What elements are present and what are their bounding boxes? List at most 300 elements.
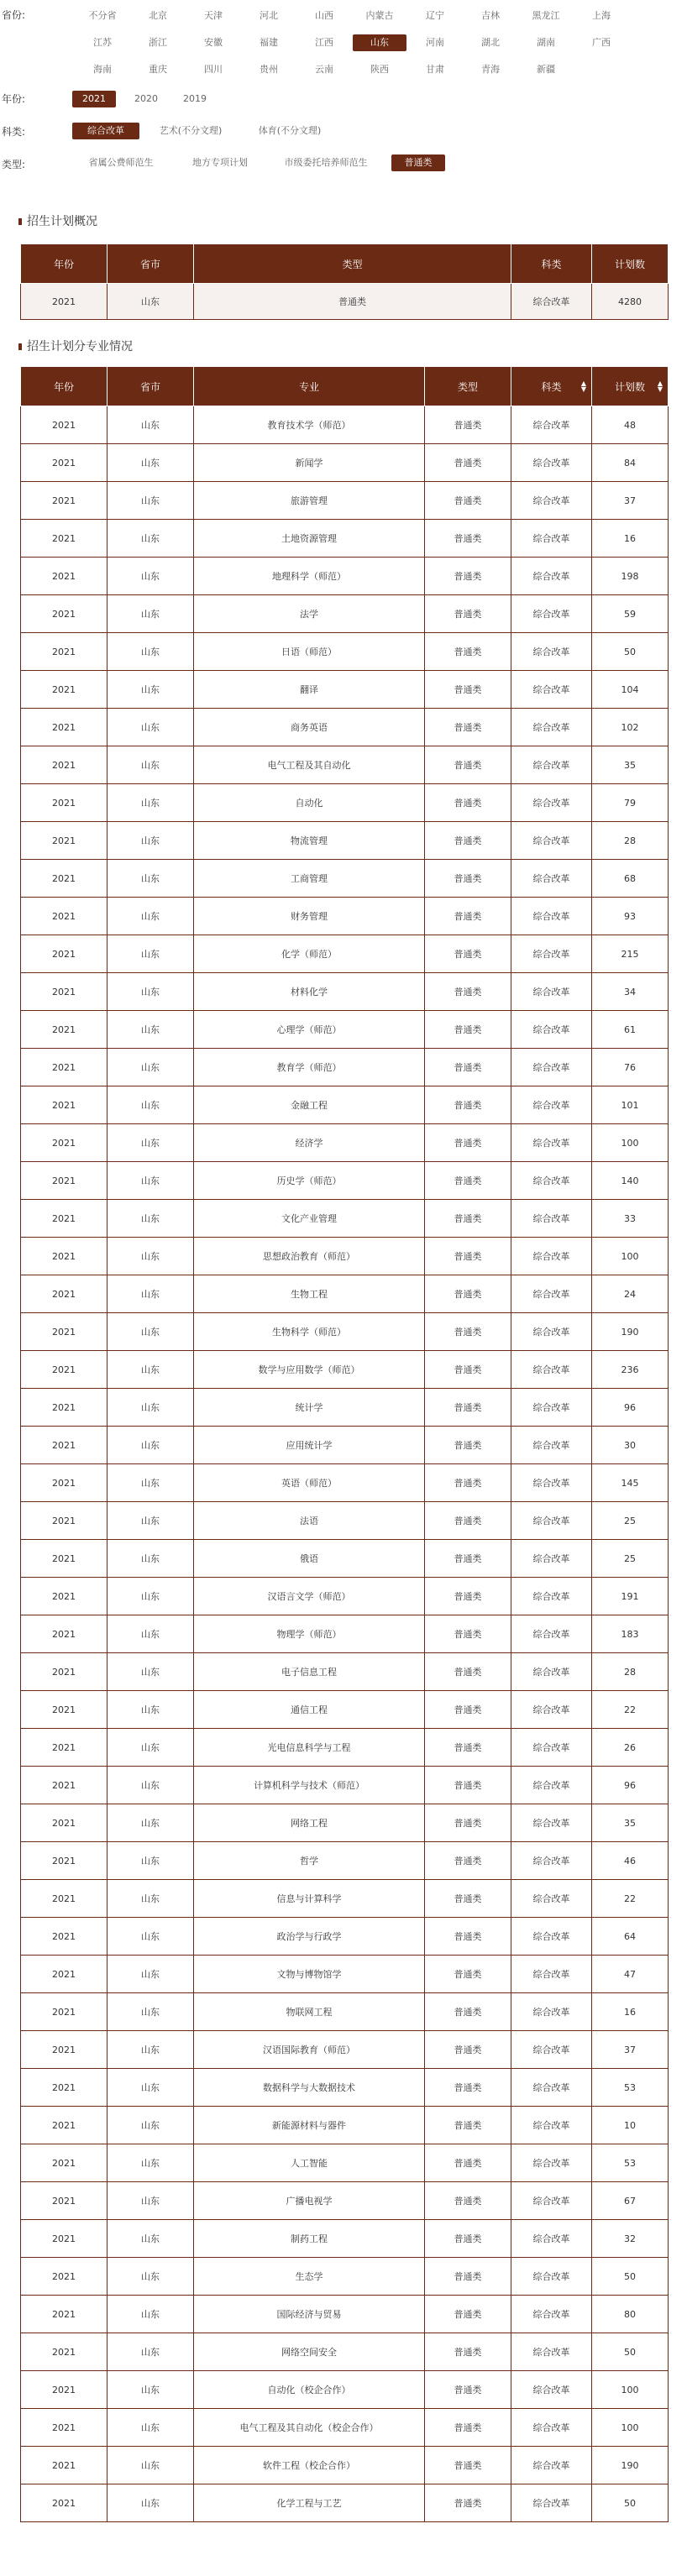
row-type: 普通类 [425, 1086, 511, 1124]
row-type: 普通类 [425, 1918, 511, 1956]
row-type: 普通类 [425, 1124, 511, 1162]
row-type: 普通类 [425, 1351, 511, 1389]
row-year: 2021 [21, 2371, 108, 2409]
row-province: 山东 [108, 2031, 194, 2069]
row-subject: 综合改革 [511, 1011, 592, 1049]
row-major: 法学 [194, 595, 425, 633]
table-row [21, 1880, 669, 1918]
row-year: 2021 [21, 2258, 108, 2296]
row-year: 2021 [21, 482, 108, 520]
row-subject: 综合改革 [511, 2258, 592, 2296]
province-chip-28[interactable]: 新疆 [537, 64, 555, 75]
row-major: 材料化学 [194, 973, 425, 1011]
row-province: 山东 [108, 2107, 194, 2144]
row-type: 普通类 [425, 2069, 511, 2107]
row-subject: 综合改革 [511, 1956, 592, 1993]
table-row [21, 2220, 669, 2258]
row-plan-count: 100 [592, 2409, 669, 2447]
subject-chip-1[interactable]: 艺术(不分文理) [159, 125, 223, 136]
row-subject: 综合改革 [511, 1691, 592, 1729]
row-type: 普通类 [425, 520, 511, 558]
table-row [21, 1993, 669, 2031]
table-row [21, 520, 669, 558]
detail-col-province: 省市 [108, 367, 194, 406]
row-year: 2021 [21, 1729, 108, 1767]
row-subject: 综合改革 [511, 2144, 592, 2182]
subject-chip-2[interactable]: 体育(不分文理) [258, 125, 322, 136]
table-row [21, 1200, 669, 1238]
row-plan-count: 183 [592, 1615, 669, 1653]
row-major: 新能源材料与器件 [194, 2107, 425, 2144]
row-type: 普通类 [425, 2484, 511, 2522]
type-chip-3[interactable]: 普通类 [391, 154, 445, 171]
row-province: 山东 [108, 1049, 194, 1086]
row-type: 普通类 [425, 1804, 511, 1842]
row-province: 山东 [108, 633, 194, 671]
row-year: 2021 [21, 1124, 108, 1162]
row-plan-count: 145 [592, 1464, 669, 1502]
row-subject: 综合改革 [511, 633, 592, 671]
row-subject: 综合改革 [511, 1389, 592, 1427]
row-type: 普通类 [425, 2371, 511, 2409]
province-chip-14[interactable]: 江西 [315, 37, 333, 48]
row-major: 汉语言文学（师范） [194, 1578, 425, 1615]
row-province: 山东 [108, 1804, 194, 1842]
row-plan-count: 26 [592, 1729, 669, 1767]
summary-col-type: 类型 [194, 244, 511, 284]
row-plan-count: 53 [592, 2069, 669, 2107]
row-major: 电气工程及其自动化（校企合作） [194, 2409, 425, 2447]
row-subject: 综合改革 [511, 935, 592, 973]
row-year: 2021 [21, 1389, 108, 1427]
row-major: 教育学（师范） [194, 1049, 425, 1086]
province-chip-11[interactable]: 浙江 [149, 37, 167, 48]
row-subject: 综合改革 [511, 406, 592, 444]
table-row [21, 633, 669, 671]
province-chip-6[interactable]: 辽宁 [426, 10, 444, 21]
row-year: 2021 [21, 1615, 108, 1653]
row-type: 普通类 [425, 784, 511, 822]
row-major: 翻译 [194, 671, 425, 709]
table-row [21, 1804, 669, 1842]
row-major: 文化产业管理 [194, 1200, 425, 1238]
row-plan-count: 47 [592, 1956, 669, 1993]
subject-chip-0[interactable]: 综合改革 [72, 123, 139, 139]
row-type: 普通类 [425, 1200, 511, 1238]
row-plan-count: 61 [592, 1011, 669, 1049]
table-row [21, 1275, 669, 1313]
province-chip-27[interactable]: 青海 [481, 64, 500, 75]
row-subject: 综合改革 [511, 1200, 592, 1238]
row-major: 广播电视学 [194, 2182, 425, 2220]
detail-col-plan[interactable] [592, 367, 669, 406]
province-chip-3[interactable]: 河北 [260, 10, 278, 21]
detail-col-major: 专业 [194, 367, 425, 406]
row-plan-count: 236 [592, 1351, 669, 1389]
row-major: 商务英语 [194, 709, 425, 746]
row-plan-count: 93 [592, 898, 669, 935]
row-province: 山东 [108, 482, 194, 520]
filter-panel [0, 0, 687, 171]
row-plan-count: 190 [592, 2447, 669, 2484]
row-plan-count: 50 [592, 633, 669, 671]
row-major: 应用统计学 [194, 1427, 425, 1464]
row-type: 普通类 [425, 1540, 511, 1578]
row-subject: 综合改革 [511, 671, 592, 709]
row-plan-count: 68 [592, 860, 669, 898]
table-row [21, 1011, 669, 1049]
row-subject: 综合改革 [511, 1993, 592, 2031]
row-province: 山东 [108, 1011, 194, 1049]
row-plan-count: 35 [592, 746, 669, 784]
table-row [21, 2484, 669, 2522]
row-year: 2021 [21, 1427, 108, 1464]
row-plan-count: 64 [592, 1918, 669, 1956]
row-province: 山东 [108, 1956, 194, 1993]
row-province: 山东 [108, 2484, 194, 2522]
row-subject: 综合改革 [511, 1615, 592, 1653]
detail-col-year: 年份 [21, 367, 108, 406]
detail-col-type: 类型 [425, 367, 511, 406]
row-year: 2021 [21, 2484, 108, 2522]
row-year: 2021 [21, 1011, 108, 1049]
row-year: 2021 [21, 2296, 108, 2333]
row-type: 普通类 [425, 1389, 511, 1427]
row-subject: 综合改革 [511, 898, 592, 935]
province-chip-23[interactable]: 贵州 [260, 64, 278, 75]
row-plan-count: 33 [592, 1200, 669, 1238]
row-type: 普通类 [425, 1729, 511, 1767]
sort-icon[interactable]: ▲ ▼ [657, 380, 663, 393]
row-subject: 综合改革 [511, 1313, 592, 1351]
row-plan-count: 32 [592, 2220, 669, 2258]
row-major: 自动化 [194, 784, 425, 822]
row-major: 政治学与行政学 [194, 1918, 425, 1956]
row-subject: 综合改革 [511, 784, 592, 822]
table-row [21, 1464, 669, 1502]
table-row [21, 2107, 669, 2144]
table-row [21, 1842, 669, 1880]
row-type: 普通类 [425, 935, 511, 973]
row-type: 普通类 [425, 2258, 511, 2296]
row-type: 普通类 [425, 1313, 511, 1351]
row-major: 通信工程 [194, 1691, 425, 1729]
row-type: 普通类 [425, 1615, 511, 1653]
row-subject: 综合改革 [511, 1804, 592, 1842]
row-type: 普通类 [425, 1993, 511, 2031]
row-type: 普通类 [425, 709, 511, 746]
province-chip-7[interactable]: 吉林 [481, 10, 500, 21]
row-type: 普通类 [425, 1275, 511, 1313]
table-row [21, 2031, 669, 2069]
row-major: 教育技术学（师范） [194, 406, 425, 444]
row-major: 旅游管理 [194, 482, 425, 520]
province-chip-17[interactable]: 湖北 [481, 37, 500, 48]
row-province: 山东 [108, 2409, 194, 2447]
row-province: 山东 [108, 1653, 194, 1691]
row-year: 2021 [21, 1200, 108, 1238]
row-major: 生物科学（师范） [194, 1313, 425, 1351]
detail-col-subject-label: 科类 [541, 380, 562, 393]
row-province: 山东 [108, 1729, 194, 1767]
row-major: 工商管理 [194, 860, 425, 898]
row-subject: 综合改革 [511, 2069, 592, 2107]
row-province: 山东 [108, 1615, 194, 1653]
row-province: 山东 [108, 1578, 194, 1615]
row-type: 普通类 [425, 1427, 511, 1464]
row-plan-count: 100 [592, 1124, 669, 1162]
province-chip-25[interactable]: 陕西 [370, 64, 389, 75]
row-subject: 综合改革 [511, 1464, 592, 1502]
row-major: 财务管理 [194, 898, 425, 935]
row-type: 普通类 [425, 1162, 511, 1200]
detail-col-subject[interactable] [511, 367, 592, 406]
row-year: 2021 [21, 1238, 108, 1275]
row-year: 2021 [21, 1351, 108, 1389]
row-province: 山东 [108, 671, 194, 709]
row-major: 信息与计算科学 [194, 1880, 425, 1918]
row-year: 2021 [21, 2220, 108, 2258]
table-row [21, 2069, 669, 2107]
row-subject: 综合改革 [511, 746, 592, 784]
row-plan-count: 53 [592, 2144, 669, 2182]
province-chip-2[interactable]: 天津 [204, 10, 223, 21]
row-plan-count: 102 [592, 709, 669, 746]
row-subject: 综合改革 [511, 1049, 592, 1086]
row-year: 2021 [21, 1880, 108, 1918]
row-major: 物联网工程 [194, 1993, 425, 2031]
row-plan-count: 28 [592, 822, 669, 860]
row-year: 2021 [21, 898, 108, 935]
row-province: 山东 [108, 1351, 194, 1389]
row-major: 数学与应用数学（师范） [194, 1351, 425, 1389]
row-subject: 综合改革 [511, 1502, 592, 1540]
row-major: 自动化（校企合作） [194, 2371, 425, 2409]
row-province: 山东 [108, 2371, 194, 2409]
row-subject: 综合改革 [511, 1351, 592, 1389]
row-plan-count: 84 [592, 444, 669, 482]
row-type: 普通类 [425, 1880, 511, 1918]
summary-table [20, 243, 669, 320]
province-chip-24[interactable]: 云南 [315, 64, 333, 75]
row-subject: 综合改革 [511, 1729, 592, 1767]
row-plan-count: 16 [592, 1993, 669, 2031]
table-row [21, 1956, 669, 1993]
row-subject: 综合改革 [511, 2182, 592, 2220]
row-type: 普通类 [425, 595, 511, 633]
row-province: 山东 [108, 2258, 194, 2296]
row-subject: 综合改革 [511, 558, 592, 595]
type-chip-1[interactable]: 地方专项计划 [192, 157, 248, 168]
province-chip-22[interactable]: 四川 [204, 64, 223, 75]
row-major: 物流管理 [194, 822, 425, 860]
row-plan-count: 28 [592, 1653, 669, 1691]
row-province: 山东 [108, 1200, 194, 1238]
row-plan-count: 24 [592, 1275, 669, 1313]
province-chip-13[interactable]: 福建 [260, 37, 278, 48]
summary-subject: 综合改革 [511, 284, 592, 320]
row-province: 山东 [108, 1767, 194, 1804]
year-chip-2020[interactable]: 2020 [134, 93, 158, 104]
row-subject: 综合改革 [511, 2409, 592, 2447]
province-chip-5[interactable]: 内蒙古 [365, 10, 394, 21]
row-subject: 综合改革 [511, 2333, 592, 2371]
row-plan-count: 37 [592, 482, 669, 520]
table-row [21, 709, 669, 746]
table-row [21, 671, 669, 709]
row-province: 山东 [108, 2144, 194, 2182]
row-major: 数据科学与大数据技术 [194, 2069, 425, 2107]
row-major: 软件工程（校企合作） [194, 2447, 425, 2484]
province-chip-4[interactable]: 山西 [315, 10, 333, 21]
row-type: 普通类 [425, 1464, 511, 1502]
row-year: 2021 [21, 1502, 108, 1540]
summary-section-title: 招生计划概况 [18, 214, 97, 229]
row-subject: 综合改革 [511, 1842, 592, 1880]
province-chip-0[interactable]: 不分省 [88, 10, 117, 21]
row-plan-count: 50 [592, 2258, 669, 2296]
row-year: 2021 [21, 2182, 108, 2220]
row-province: 山东 [108, 746, 194, 784]
type-chip-2[interactable]: 市级委托培养师范生 [284, 157, 368, 168]
row-year: 2021 [21, 1464, 108, 1502]
row-year: 2021 [21, 1956, 108, 1993]
row-province: 山东 [108, 1313, 194, 1351]
province-chip-12[interactable]: 安徽 [204, 37, 223, 48]
detail-table-body [21, 406, 669, 2522]
row-type: 普通类 [425, 1653, 511, 1691]
row-year: 2021 [21, 709, 108, 746]
row-year: 2021 [21, 1767, 108, 1804]
row-plan-count: 22 [592, 1880, 669, 1918]
row-major: 哲学 [194, 1842, 425, 1880]
row-major: 土地资源管理 [194, 520, 425, 558]
row-major: 思想政治教育（师范） [194, 1238, 425, 1275]
table-row [21, 1578, 669, 1615]
row-year: 2021 [21, 1691, 108, 1729]
province-chip-26[interactable]: 甘肃 [426, 64, 444, 75]
row-type: 普通类 [425, 482, 511, 520]
row-subject: 综合改革 [511, 1086, 592, 1124]
row-plan-count: 101 [592, 1086, 669, 1124]
row-major: 新闻学 [194, 444, 425, 482]
row-major: 历史学（师范） [194, 1162, 425, 1200]
row-province: 山东 [108, 1691, 194, 1729]
row-year: 2021 [21, 406, 108, 444]
table-row [21, 1615, 669, 1653]
row-subject: 综合改革 [511, 2371, 592, 2409]
province-chip-18[interactable]: 湖南 [537, 37, 555, 48]
row-major: 网络空间安全 [194, 2333, 425, 2371]
row-province: 山东 [108, 1880, 194, 1918]
row-plan-count: 25 [592, 1540, 669, 1578]
row-province: 山东 [108, 1275, 194, 1313]
table-row [21, 1351, 669, 1389]
type-chip-0[interactable]: 省属公费师范生 [88, 157, 154, 168]
row-type: 普通类 [425, 1049, 511, 1086]
row-major: 化学工程与工艺 [194, 2484, 425, 2522]
row-province: 山东 [108, 558, 194, 595]
row-plan-count: 50 [592, 2484, 669, 2522]
table-row [21, 2182, 669, 2220]
row-subject: 综合改革 [511, 1880, 592, 1918]
detail-section-title: 招生计划分专业情况 [18, 339, 133, 354]
row-type: 普通类 [425, 746, 511, 784]
table-row [21, 1502, 669, 1540]
province-chip-15[interactable]: 山东 [353, 34, 406, 51]
table-row [21, 860, 669, 898]
table-row [21, 444, 669, 482]
row-year: 2021 [21, 1313, 108, 1351]
table-row [21, 2258, 669, 2296]
province-chip-9[interactable]: 上海 [592, 10, 611, 21]
row-type: 普通类 [425, 1502, 511, 1540]
row-type: 普通类 [425, 822, 511, 860]
row-major: 制药工程 [194, 2220, 425, 2258]
table-row [21, 1729, 669, 1767]
table-row [21, 935, 669, 973]
row-province: 山东 [108, 2182, 194, 2220]
year-chip-2019[interactable]: 2019 [183, 93, 207, 104]
province-chip-1[interactable]: 北京 [149, 10, 167, 21]
row-type: 普通类 [425, 1842, 511, 1880]
sort-icon[interactable]: ▲ ▼ [580, 380, 586, 393]
row-year: 2021 [21, 444, 108, 482]
row-plan-count: 67 [592, 2182, 669, 2220]
subject-filter-label: 科类: [2, 126, 26, 138]
row-plan-count: 50 [592, 2333, 669, 2371]
province-chip-8[interactable]: 黑龙江 [532, 10, 560, 21]
province-chip-16[interactable]: 河南 [426, 37, 444, 48]
row-year: 2021 [21, 1918, 108, 1956]
row-subject: 综合改革 [511, 2031, 592, 2069]
row-plan-count: 100 [592, 2371, 669, 2409]
row-subject: 综合改革 [511, 482, 592, 520]
row-subject: 综合改革 [511, 444, 592, 482]
row-type: 普通类 [425, 898, 511, 935]
table-row [21, 558, 669, 595]
province-chip-19[interactable]: 广西 [592, 37, 611, 48]
type-filter-label: 类型: [2, 159, 26, 170]
summary-type: 普通类 [194, 284, 511, 320]
row-province: 山东 [108, 406, 194, 444]
row-year: 2021 [21, 633, 108, 671]
row-plan-count: 100 [592, 1238, 669, 1275]
row-province: 山东 [108, 1918, 194, 1956]
province-chip-10[interactable]: 江苏 [93, 37, 112, 48]
row-province: 山东 [108, 1842, 194, 1880]
table-row [21, 784, 669, 822]
row-type: 普通类 [425, 860, 511, 898]
row-province: 山东 [108, 784, 194, 822]
province-chip-20[interactable]: 海南 [93, 64, 112, 75]
row-type: 普通类 [425, 633, 511, 671]
year-chip-2021[interactable]: 2021 [72, 91, 116, 107]
table-row [21, 1540, 669, 1578]
row-plan-count: 198 [592, 558, 669, 595]
table-row [21, 1124, 669, 1162]
row-plan-count: 34 [592, 973, 669, 1011]
row-major: 英语（师范） [194, 1464, 425, 1502]
row-province: 山东 [108, 1993, 194, 2031]
row-type: 普通类 [425, 2409, 511, 2447]
row-major: 电气工程及其自动化 [194, 746, 425, 784]
row-plan-count: 35 [592, 1804, 669, 1842]
province-chip-21[interactable]: 重庆 [149, 64, 167, 75]
row-year: 2021 [21, 1540, 108, 1578]
row-province: 山东 [108, 595, 194, 633]
row-type: 普通类 [425, 406, 511, 444]
